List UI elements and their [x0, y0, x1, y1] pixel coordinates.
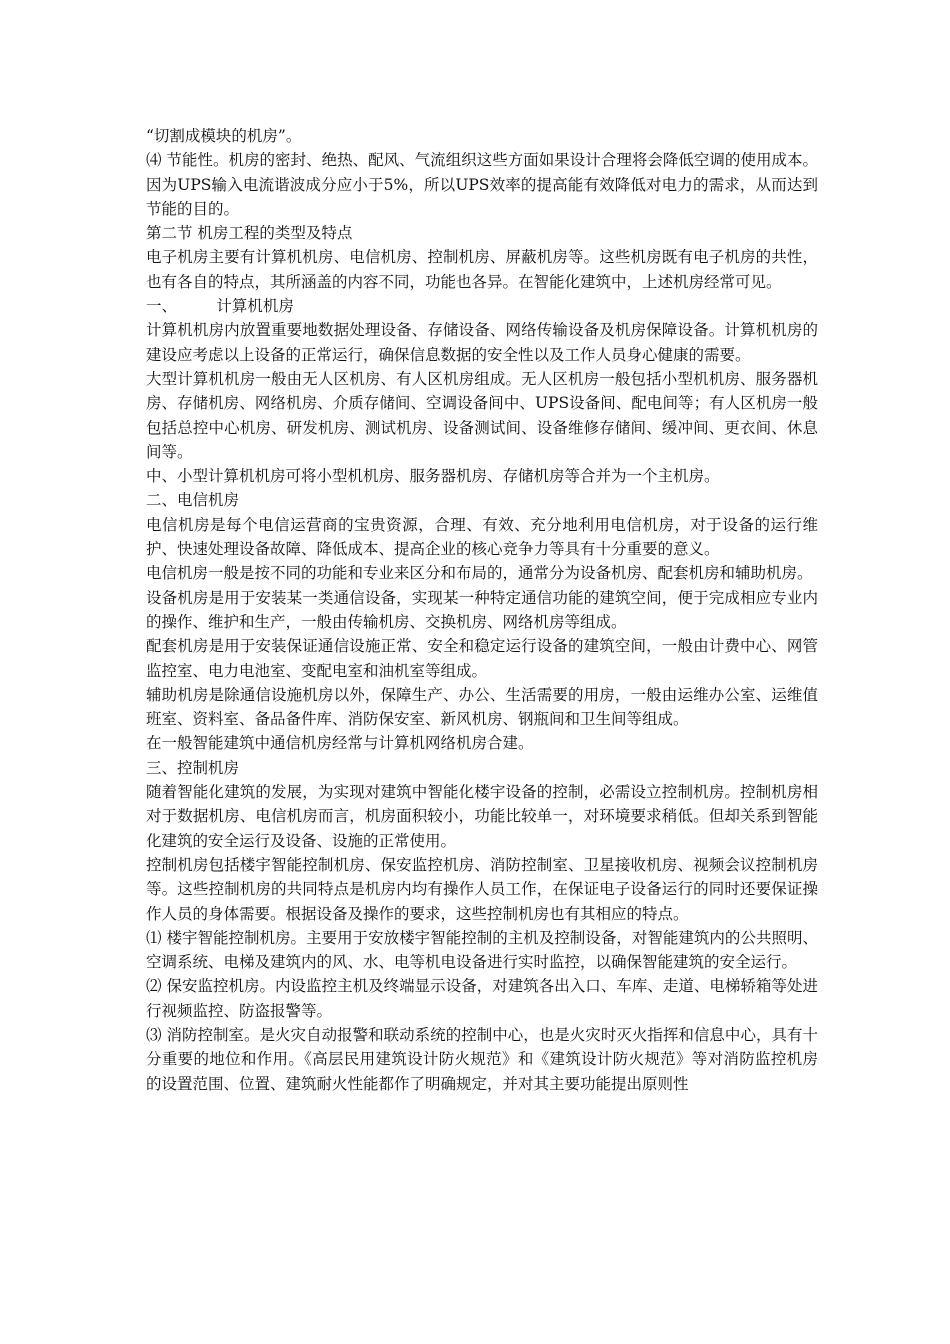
paragraph: 设备机房是用于安装某一类通信设备，实现某一种特定通信功能的建筑空间，便于完成相应专业内的操作、维护和生产，一般由传输机房、交换机房、网络机房等组成。	[146, 588, 818, 631]
paragraph: 中、小型计算机机房可将小型机机房、服务器机房、存储机房等合并为一个主机房。	[146, 467, 720, 486]
paragraph: ⑷ 节能性。机房的密封、绝热、配风、气流组织这些方面如果设计合理将会降低空调的使用成本。因为UPS输入电流谐波成分应小于5%，所以UPS效率的提高能有效降低对电力的需求，从而达到节能的目的。	[146, 151, 818, 218]
paragraph: 随着智能化建筑的发展，为实现对建筑中智能化楼宇设备的控制，必需设立控制机房。控制机房相对于数据机房、电信机房而言，机房面积较小，功能比较单一，对环境要求稍低。但却关系到智能化建筑的安全运行及设备、设施的正常使用。	[146, 783, 818, 850]
subsection-heading: 二、电信机房	[146, 491, 240, 510]
paragraph: 计算机机房内放置重要地数据处理设备、存储设备、网络传输设备及机房保障设备。计算机机房的建设应考虑以上设备的正常运行，确保信息数据的安全性以及工作人员身心健康的需要。	[146, 321, 818, 364]
paragraph: 辅助机房是除通信设施机房以外，保障生产、办公、生活需要的用房，一般由运维办公室、运维值班室、资料室、备品备件库、消防保安室、新风机房、钢瓶间和卫生间等组成。	[146, 685, 818, 729]
paragraph: 配套机房是用于安装保证通信设施正常、安全和稳定运行设备的建筑空间，一般由计费中心、网管监控室、电力电池室、变配电室和油机室等组成。	[146, 637, 818, 680]
paragraph: 电子机房主要有计算机机房、电信机房、控制机房、屏蔽机房等。这些机房既有电子机房的共性，也有各自的特点，其所涵盖的内容不同，功能也各异。在智能化建筑中，上述机房经常可见。	[146, 248, 818, 291]
subsection-heading: 一、 计算机机房	[146, 297, 294, 316]
subsection-heading: 三、控制机房	[146, 758, 240, 777]
paragraph: 在一般智能建筑中通信机房经常与计算机网络机房合建。	[146, 734, 534, 753]
paragraph: 电信机房一般是按不同的功能和专业来区分和布局的，通常分为设备机房、配套机房和辅助机房。	[146, 564, 813, 583]
document-body	[146, 124, 818, 1096]
paragraph: 电信机房是每个电信运营商的宝贵资源，合理、有效、充分地利用电信机房，对于设备的运行维护、快速处理设备故障、降低成本、提高企业的核心竞争力等具有十分重要的意义。	[146, 515, 818, 559]
paragraph: 大型计算机机房一般由无人区机房、有人区机房组成。无人区机房一般包括小型机机房、服务器机房、存储机房、网络机房、介质存储间、空调设备间中、UPS设备间、配电间等；有人区机房一般包括总控中心机房、研发机房、测试机房、设备测试间、设备维修存储间、缓冲间、更衣间、休息间等。	[146, 369, 818, 461]
list-item: ⑵ 保安监控机房。内设监控主机及终端显示设备，对建筑各出入口、车库、走道、电梯轿箱等处进行视频监控、防盗报警等。	[146, 977, 818, 1020]
list-item: ⑴ 楼宇智能控制机房。主要用于安放楼宇智能控制的主机及控制设备，对智能建筑内的公共照明、空调系统、电梯及建筑内的风、水、电等机电设备进行实时监控，以确保智能建筑的安全运行。	[146, 928, 818, 972]
section-heading: 第二节 机房工程的类型及特点	[146, 224, 353, 243]
paragraph: “切割成模块的机房”。	[146, 127, 302, 145]
paragraph: 控制机房包括楼宇智能控制机房、保安监控机房、消防控制室、卫星接收机房、视频会议控制机房等。这些控制机房的共同特点是机房内均有操作人员工作，在保证电子设备运行的同时还要保证操作人员的身体需要。根据设备及操作的要求，这些控制机房也有其相应的特点。	[146, 855, 818, 923]
list-item: ⑶ 消防控制室。是火灾自动报警和联动系统的控制中心，也是火灾时灭火指挥和信息中心，具有十分重要的地位和作用。《高层民用建筑设计防火规范》和《建筑设计防火规范》等对消防监控机房的设置范围、位置、建筑耐火性能都作了明确规定，并对其主要功能提出原则性	[146, 1025, 818, 1093]
